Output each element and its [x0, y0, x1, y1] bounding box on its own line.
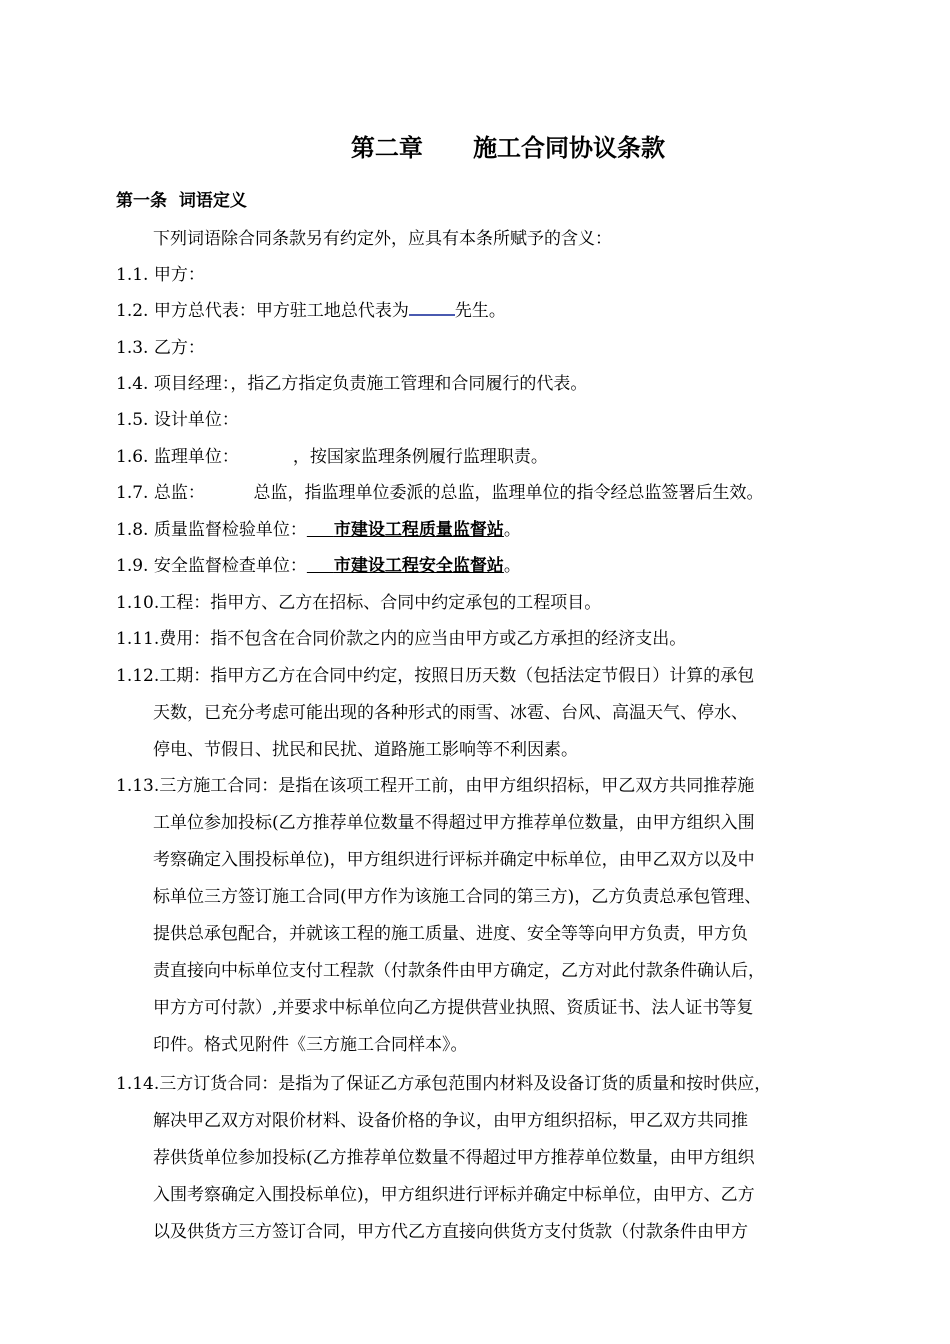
- item-continuation: 解决甲乙双方对限价材料、设备价格的争议，由甲方组织招标，甲乙双方共同推: [153, 1111, 748, 1131]
- item-text: 三方订货合同：是指为了保证乙方承包范围内材料及设备订货的质量和按时供应，: [159, 1074, 772, 1094]
- item-continuation: 标单位三方签订施工合同(甲方作为该施工合同的第三方)，乙方负责总承包管理、: [153, 887, 762, 907]
- item-continuation: 甲方方可付款）,并要求中标单位向乙方提供营业执照、资质证书、法人证书等复: [153, 998, 754, 1018]
- item-text: 总监： 总监，指监理单位委派的总监，监理单位的指令经总监签署后生效。: [153, 483, 764, 503]
- definition-item: [116, 551, 521, 576]
- definition-item: [116, 588, 601, 613]
- article-heading: [116, 186, 247, 211]
- item-number: 1.3.: [116, 338, 149, 358]
- article-title: 词语定义: [178, 191, 247, 211]
- item-continuation: 责直接向中标单位支付工程款（付款条件由甲方确定，乙方对此付款条件确认后，: [153, 961, 765, 981]
- definition-item: [116, 442, 548, 467]
- item-number: 1.13.: [116, 776, 160, 796]
- definition-item: [116, 1069, 771, 1094]
- item-number: 1.2.: [116, 301, 149, 321]
- definition-item: [116, 296, 506, 321]
- item-number: 1.14.: [116, 1074, 160, 1094]
- item-text: 甲方总代表：甲方驻工地总代表为: [153, 301, 409, 321]
- definition-item: [116, 260, 205, 285]
- item-text: 工期：指甲方乙方在合同中约定，按照日历天数（包括法定节假日）计算的承包: [159, 666, 755, 686]
- item-number: 1.9.: [116, 556, 149, 576]
- item-continuation: 停电、节假日、扰民和民扰、道路施工影响等不利因素。: [153, 740, 578, 760]
- definition-item: [116, 661, 754, 686]
- item-text: 设计单位：: [153, 410, 239, 430]
- item-number: 1.1.: [116, 265, 149, 285]
- underlined-text: 市建设工程安全监督站: [333, 556, 504, 576]
- underline-gap: [307, 520, 334, 540]
- item-number: 1.4.: [116, 374, 149, 394]
- item-continuation: 以及供货方三方签订合同，甲方代乙方直接向供货方支付货款（付款条件由甲方: [153, 1222, 748, 1242]
- item-number: 1.8.: [116, 520, 149, 540]
- item-text: 项目经理：，指乙方指定负责施工管理和合同履行的代表。: [153, 374, 588, 394]
- underline-gap: [307, 556, 334, 576]
- item-continuation: 天数，已充分考虑可能出现的各种形式的雨雪、冰雹、台风、高温天气、停水、: [153, 703, 748, 723]
- item-number: 1.6.: [116, 447, 149, 467]
- intro-paragraph: 下列词语除合同条款另有约定外，应具有本条所赋予的含义：: [153, 229, 612, 249]
- item-text: 工程：指甲方、乙方在招标、合同中约定承包的工程项目。: [159, 593, 602, 613]
- chapter-number: 第二章: [350, 133, 423, 162]
- chapter-title: [0, 128, 950, 163]
- definition-item: [116, 369, 587, 394]
- item-continuation: 荐供货单位参加投标(乙方推荐单位数量不得超过甲方推荐单位数量，由甲方组织: [153, 1148, 755, 1168]
- definition-item: [116, 515, 521, 540]
- item-number: 1.7.: [116, 483, 149, 503]
- item-text: 乙方：: [153, 338, 205, 358]
- item-text: 先生。: [454, 301, 506, 321]
- item-number: 1.5.: [116, 410, 149, 430]
- chapter-name: 施工合同协议条款: [473, 133, 666, 162]
- item-continuation: 提供总承包配合，并就该工程的施工质量、进度、安全等等向甲方负责，甲方负: [153, 924, 748, 944]
- item-number: 1.11.: [116, 629, 160, 649]
- item-continuation: 印件。格式见附件《三方施工合同样本》。: [153, 1035, 468, 1055]
- underlined-text: 市建设工程质量监督站: [333, 520, 504, 540]
- item-number: 1.10.: [116, 593, 160, 613]
- item-text: 安全监督检查单位：: [153, 556, 307, 576]
- item-text: 费用：指不包含在合同价款之内的应当由甲方或乙方承担的经济支出。: [159, 629, 687, 649]
- definition-item: [116, 333, 205, 358]
- definition-item: [116, 478, 764, 503]
- item-text: 甲方：: [153, 265, 205, 285]
- item-text: 。: [503, 556, 521, 576]
- item-text: 监理单位： ，按国家监理条例履行监理职责。: [153, 447, 548, 467]
- item-continuation: 入围考察确定入围投标单位)，甲方组织进行评标并确定中标单位，由甲方、乙方: [153, 1185, 755, 1205]
- definition-item: [116, 624, 686, 649]
- item-text: 三方施工合同：是指在该项工程开工前，由甲方组织招标，甲乙双方共同推荐施: [159, 776, 755, 796]
- blank-field: [409, 298, 455, 316]
- item-number: 1.12.: [116, 666, 160, 686]
- item-continuation: 工单位参加投标(乙方推荐单位数量不得超过甲方推荐单位数量，由甲方组织入围: [153, 813, 755, 833]
- item-text: 质量监督检验单位：: [153, 520, 307, 540]
- item-continuation: 考察确定入围投标单位)，甲方组织进行评标并确定中标单位，由甲乙双方以及中: [153, 850, 755, 870]
- definition-item: [116, 405, 239, 430]
- article-label: 第一条: [116, 191, 167, 211]
- item-text: 。: [503, 520, 521, 540]
- definition-item: [116, 771, 754, 796]
